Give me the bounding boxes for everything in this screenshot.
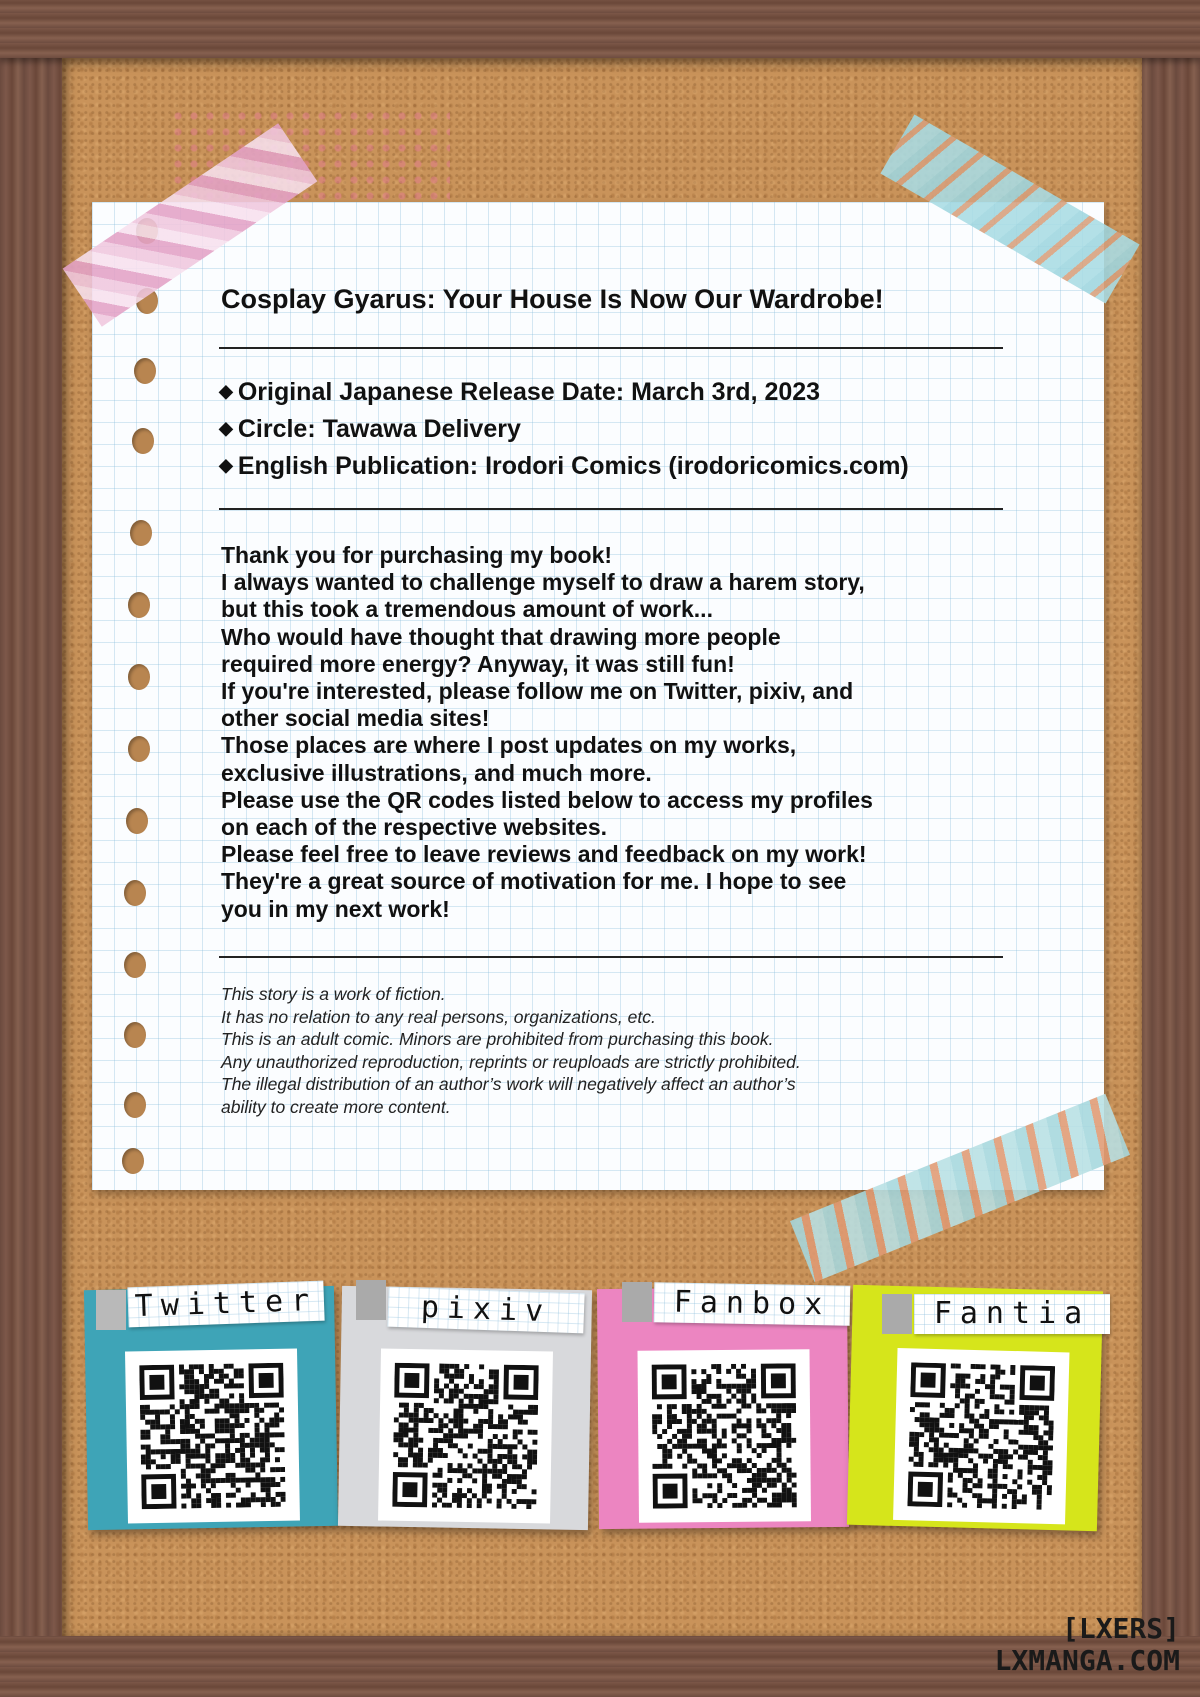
book-title: Cosplay Gyarus: Your House Is Now Our Wardrobe! (221, 284, 884, 314)
disclaimer-line: This story is a work of fiction. (221, 984, 446, 1004)
disclaimer-line: It has no relation to any real persons, organizations, etc. (221, 1006, 656, 1027)
binder-hole (128, 592, 150, 618)
message-line: on each of the respective websites. (221, 814, 608, 841)
message-line: Please use the QR codes listed below to access my profiles (221, 786, 873, 813)
fanbox-label: Fanbox (654, 1282, 851, 1325)
pixiv-label: pixiv (387, 1287, 584, 1334)
wood-frame-top (0, 0, 1200, 58)
qr-code-icon (392, 1363, 538, 1509)
message-line: Those places are where I post updates on my works, (221, 732, 797, 759)
divider-line (219, 508, 1003, 510)
message-line: I always wanted to challenge myself to draw a harem story, (221, 569, 865, 596)
pixiv-qr-code[interactable] (378, 1349, 553, 1524)
legal-disclaimer (221, 983, 1001, 1119)
binder-hole (134, 358, 156, 384)
divider-line (219, 347, 1003, 349)
fantia-label: Fantia (914, 1294, 1110, 1334)
info-release-date: ◆ Original Japanese Release Date: March 3rd, 2023 (219, 378, 1019, 415)
binder-hole (130, 520, 152, 546)
qr-code-icon (652, 1363, 797, 1508)
disclaimer-line: This is an adult comic. Minors are prohibited from purchasing this book. (221, 1029, 774, 1050)
label-tab (96, 1290, 126, 1330)
binder-hole (126, 808, 148, 834)
message-line: Thank you for purchasing my book! (221, 542, 613, 568)
publication-info-list (219, 378, 1019, 489)
message-line: Who would have thought that drawing more people (221, 623, 781, 650)
label-tab (356, 1280, 386, 1320)
divider-line (219, 956, 1003, 958)
watermark-site: LXMANGA.COM (994, 1644, 1180, 1677)
info-circle: ◆ Circle: Tawawa Delivery (219, 415, 1019, 452)
message-line: If you're interested, please follow me on Twitter, pixiv, and (221, 678, 854, 705)
twitter-qr-code[interactable] (125, 1348, 300, 1523)
qr-code-icon (139, 1363, 285, 1509)
message-line: Please feel free to leave reviews and feedback on my work! (221, 841, 867, 868)
label-tab (622, 1282, 652, 1322)
binder-hole (122, 1148, 144, 1174)
disclaimer-line: Any unauthorized reproduction, reprints or reuploads are strictly prohibited. (221, 1051, 801, 1072)
fantia-qr-code[interactable] (893, 1348, 1069, 1524)
message-line: exclusive illustrations, and much more. (221, 759, 652, 786)
binder-hole (124, 1022, 146, 1048)
disclaimer-line: The illegal distribution of an author’s work will negatively affect an author’s (221, 1074, 796, 1095)
binder-hole (124, 952, 146, 978)
author-message (221, 542, 981, 923)
binder-hole (132, 428, 154, 454)
message-line: other social media sites! (221, 705, 490, 732)
message-line: required more energy? Anyway, it was still fun! (221, 650, 735, 677)
info-english-publication: ◆ English Publication: Irodori Comics (irodoricomics.com) (219, 452, 1019, 489)
disclaimer-line: ability to create more content. (221, 1096, 451, 1117)
message-line: but this took a tremendous amount of work... (221, 596, 713, 623)
twitter-label: Twitter (127, 1281, 324, 1328)
binder-hole (128, 736, 150, 762)
binder-hole (124, 880, 146, 906)
site-watermark (995, 1613, 1180, 1677)
label-tab (882, 1294, 912, 1334)
fanbox-qr-code[interactable] (637, 1349, 810, 1522)
binder-hole (128, 664, 150, 690)
binder-hole (124, 1092, 146, 1118)
qr-code-icon (907, 1362, 1055, 1510)
watermark-group: [LXERS] (1061, 1612, 1180, 1645)
message-line: They're a great source of motivation for me. I hope to see (221, 868, 847, 895)
message-line: you in my next work! (221, 895, 450, 922)
